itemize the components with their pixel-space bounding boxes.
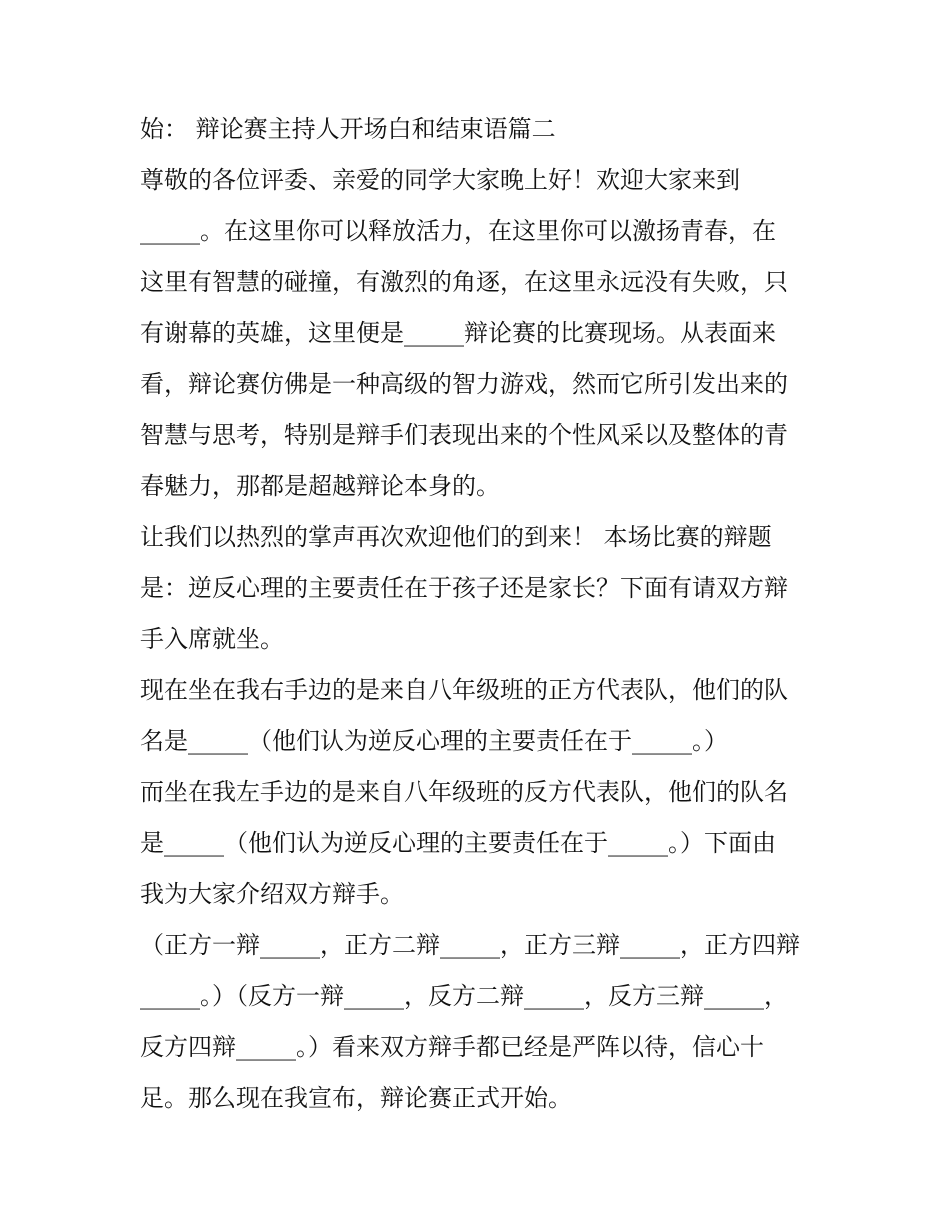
text-line: 让我们以热烈的掌声再次欢迎他们的到来！ 本场比赛的辩题 — [140, 523, 772, 551]
heading-line: 始： 辩论赛主持人开场白和结束语篇二 — [140, 115, 556, 143]
text-line: 我为大家介绍双方辩手。 — [140, 880, 404, 908]
text-line: 有谢幕的英雄，这里便是_____辩论赛的比赛现场。从表面来 — [140, 319, 776, 347]
text-line: 春魅力，那都是超越辩论本身的。 — [140, 472, 500, 500]
text-line: 智慧与思考，特别是辩手们表现出来的个性风采以及整体的青 — [140, 421, 788, 449]
text-line: 名是_____（他们认为逆反心理的主要责任在于_____。） — [140, 727, 728, 755]
text-line: 是：逆反心理的主要责任在于孩子还是家长？下面有请双方辩 — [140, 574, 788, 602]
document-body — [140, 104, 820, 1124]
text-line: （正方一辩_____，正方二辩_____，正方三辩_____，正方四辩 — [140, 931, 800, 959]
text-line: 现在坐在我右手边的是来自八年级班的正方代表队，他们的队 — [140, 676, 788, 704]
text-line: 反方四辩_____。）看来双方辩手都已经是严阵以待，信心十 — [140, 1033, 764, 1061]
text-line: 看，辩论赛仿佛是一种高级的智力游戏，然而它所引发出来的 — [140, 370, 788, 398]
text-line: 足。那么现在我宣布，辩论赛正式开始。 — [140, 1084, 572, 1112]
text-line: 这里有智慧的碰撞，有激烈的角逐，在这里永远没有失败，只 — [140, 268, 788, 296]
text-line: 是_____（他们认为逆反心理的主要责任在于_____。）下面由 — [140, 829, 776, 857]
text-line: 手入席就坐。 — [140, 625, 284, 653]
text-line: 尊敬的各位评委、亲爱的同学大家晚上好！欢迎大家来到 — [140, 166, 740, 194]
text-line: _____。在这里你可以释放活力，在这里你可以激扬青春，在 — [140, 217, 776, 245]
text-line: 而坐在我左手边的是来自八年级班的反方代表队，他们的队名 — [140, 778, 788, 806]
text-line: _____。）（反方一辩_____，反方二辩_____，反方三辩_____， — [140, 982, 788, 1010]
